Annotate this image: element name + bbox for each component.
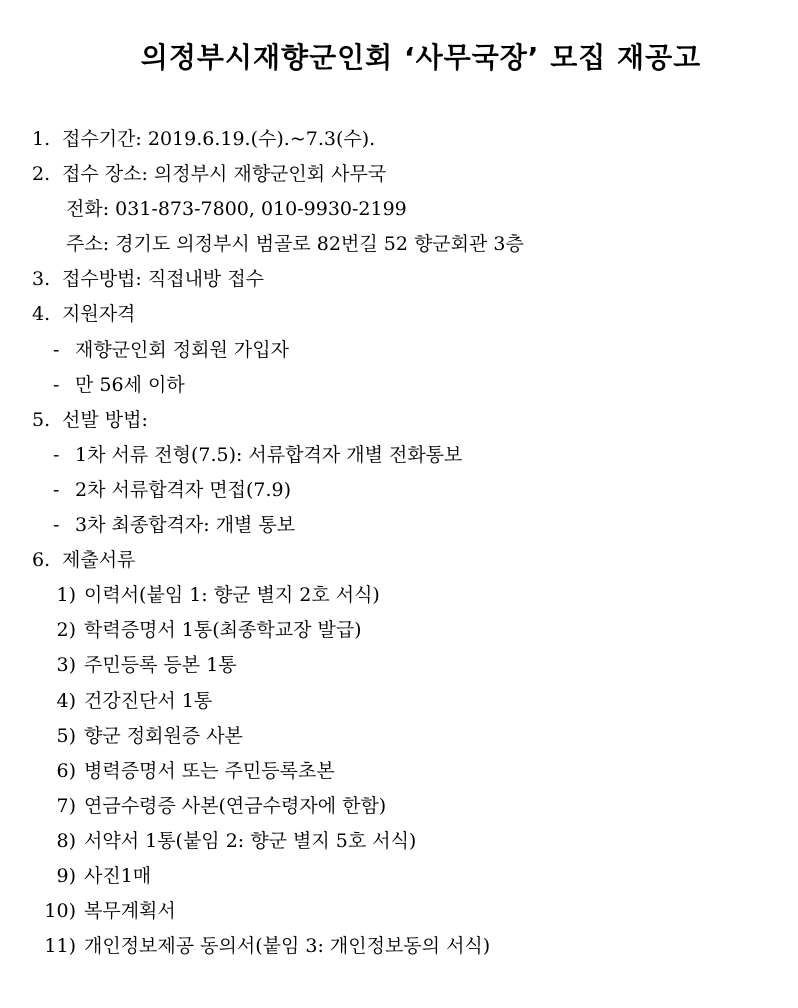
line-number: 6) bbox=[56, 759, 76, 782]
document-line bbox=[0, 262, 798, 297]
line-text: 전화: 031-873-7800, 010-9930-2199 bbox=[66, 198, 407, 221]
line-text: 선발 방법: bbox=[62, 408, 148, 431]
document-line bbox=[0, 543, 798, 578]
document-line bbox=[0, 192, 798, 227]
line-text: 제출서류 bbox=[62, 549, 136, 572]
document-line bbox=[0, 508, 798, 543]
line-number: 11) bbox=[44, 935, 76, 958]
document-line bbox=[0, 684, 798, 719]
line-text: 2차 서류합격자 면접(7.9) bbox=[75, 478, 292, 501]
line-text: 접수 장소: 의정부시 재향군인회 사무국 bbox=[62, 163, 387, 186]
line-number: 5) bbox=[56, 724, 76, 747]
document-line bbox=[0, 122, 798, 157]
document-line bbox=[0, 648, 798, 683]
line-text: 3차 최종합격자: 개별 통보 bbox=[75, 514, 296, 537]
line-number: 6. bbox=[32, 549, 51, 572]
document-line bbox=[0, 894, 798, 929]
line-text: 1차 서류 전형(7.5): 서류합격자 개별 전화통보 bbox=[75, 443, 463, 466]
line-number: 1) bbox=[56, 584, 76, 607]
line-text: 개인정보제공 동의서(붙임 3: 개인정보동의 서식) bbox=[84, 935, 491, 958]
document-line bbox=[0, 613, 798, 648]
line-number: 1. bbox=[32, 128, 51, 150]
line-text: 서약서 1통(붙임 2: 향군 별지 5호 서식) bbox=[84, 829, 417, 852]
line-number: 5. bbox=[32, 408, 51, 431]
line-text: 학력증명서 1통(최종학교장 발급) bbox=[84, 619, 362, 642]
line-text: 복무계획서 bbox=[84, 900, 176, 923]
document-line bbox=[0, 157, 798, 192]
line-text: 지원자격 bbox=[62, 303, 136, 326]
line-text: 사진1매 bbox=[84, 864, 152, 887]
document-line bbox=[0, 403, 798, 438]
line-number: - bbox=[53, 373, 60, 396]
document-line bbox=[0, 333, 798, 368]
line-number: - bbox=[53, 478, 60, 501]
document-line bbox=[0, 719, 798, 754]
document-line bbox=[0, 754, 798, 789]
document-line bbox=[0, 859, 798, 894]
line-number: 10) bbox=[44, 900, 76, 923]
line-number: - bbox=[53, 514, 60, 537]
document-line bbox=[0, 789, 798, 824]
line-number: 3) bbox=[56, 654, 76, 677]
document-line bbox=[0, 824, 798, 859]
document-body bbox=[0, 122, 798, 964]
line-text: 접수기간: 2019.6.19.(수).~7.3(수). bbox=[62, 128, 376, 150]
line-text: 연금수령증 사본(연금수령자에 한함) bbox=[84, 794, 387, 817]
line-text: 건강진단서 1통 bbox=[84, 689, 213, 712]
line-number: 7) bbox=[56, 794, 76, 817]
line-number: 4) bbox=[56, 689, 76, 712]
line-text: 이력서(붙임 1: 향군 별지 2호 서식) bbox=[84, 584, 380, 607]
line-text: 재향군인회 정회원 가입자 bbox=[75, 338, 289, 361]
document-line bbox=[0, 473, 798, 508]
line-number: 8) bbox=[56, 829, 76, 852]
document-line bbox=[0, 227, 798, 262]
line-number: 2. bbox=[32, 163, 51, 186]
document-title: 의정부시재향군인회 ‘사무국장’ 모집 재공고 bbox=[140, 41, 702, 74]
document-line bbox=[0, 578, 798, 613]
line-number: - bbox=[53, 443, 60, 466]
line-number: 3. bbox=[32, 268, 51, 291]
document-line bbox=[0, 438, 798, 473]
document-line bbox=[0, 297, 798, 332]
document-line bbox=[0, 368, 798, 403]
line-number: - bbox=[53, 338, 60, 361]
line-number: 4. bbox=[32, 303, 51, 326]
line-text: 향군 정회원증 사본 bbox=[84, 724, 243, 747]
line-text: 접수방법: 직접내방 접수 bbox=[62, 268, 265, 291]
line-number: 2) bbox=[56, 619, 76, 642]
line-text: 만 56세 이하 bbox=[75, 373, 185, 396]
line-number: 9) bbox=[56, 864, 76, 887]
line-text: 주민등록 등본 1통 bbox=[84, 654, 237, 677]
line-text: 주소: 경기도 의정부시 범골로 82번길 52 향군회관 3층 bbox=[66, 233, 524, 256]
document-line bbox=[0, 929, 798, 964]
line-text: 병력증명서 또는 주민등록초본 bbox=[84, 759, 335, 782]
